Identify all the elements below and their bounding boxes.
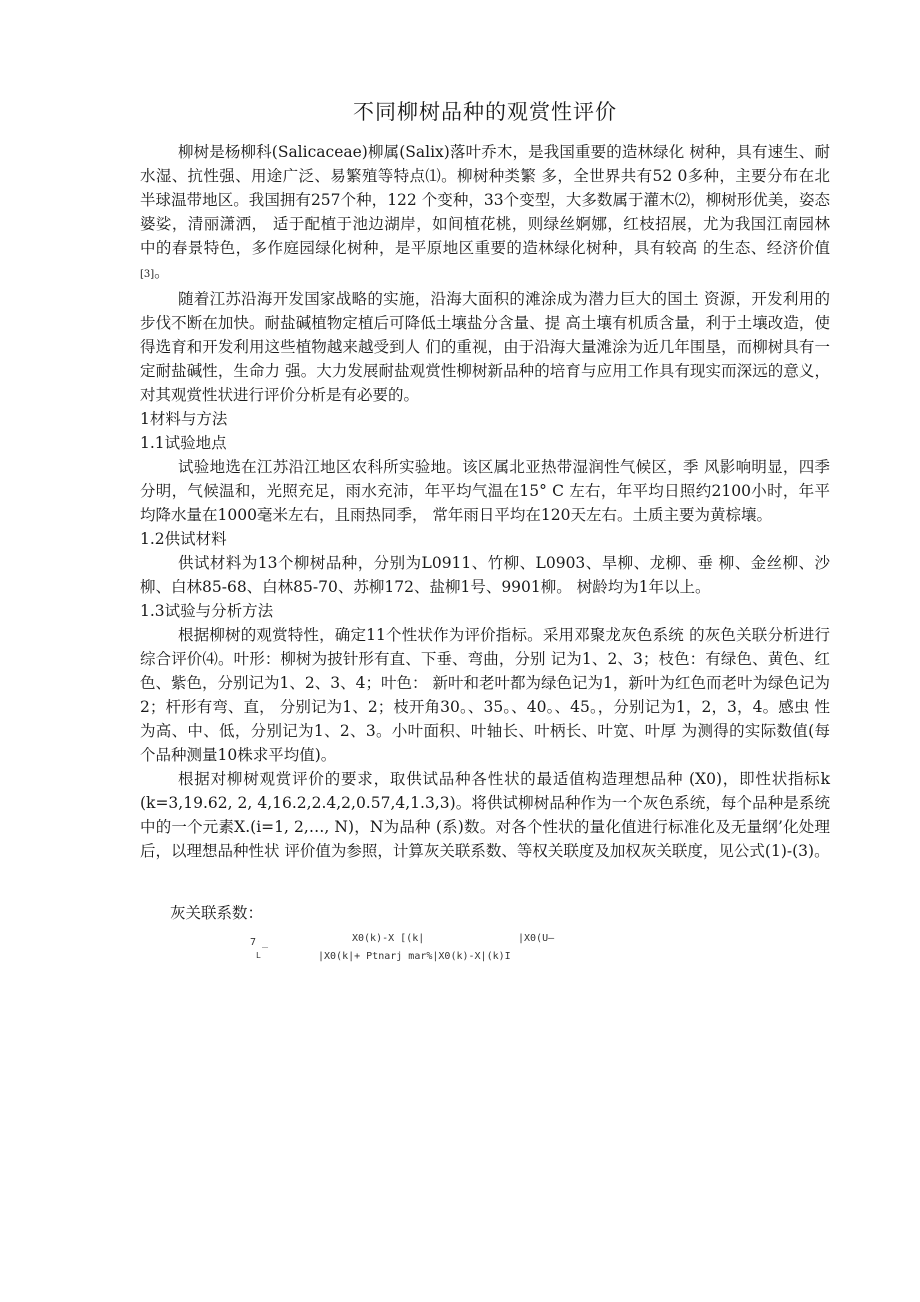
intro-paragraph-1-end: 。 [154, 263, 170, 281]
formula-denominator: |X0(k|+ Ptnarj mar%|X0(k)-X|(k)I [318, 951, 511, 962]
formula-left-bottom: L [256, 951, 261, 960]
citation-3: [3] [140, 269, 155, 280]
section-1-2-text: 供试材料为13个柳树品种，分别为L0911、竹柳、L0903、旱柳、龙柳、垂 柳、金丝柳、沙柳、白林85-68、白林85-70、苏柳172、盐柳1号、9901柳。 树龄均为1年以上。 [140, 554, 830, 596]
formula-left-top: 7 _ [250, 937, 269, 948]
page-title: 不同柳树品种的观赏性评价 [353, 100, 617, 124]
intro-paragraph-1-text: 柳树是杨柳科(Salicaceae)柳属(Salix)落叶乔木，是我国重要的造林绿化 树种，具有速生、耐水湿、抗性强、用途广泛、易繁殖等特点⑴。柳树种类繁 多，全世界共有52 0多种，主要分布在北半球温带地区。我国拥有257个种，122 个变种，33个变型，大多数属于灌木⑵，柳树形优美，姿态婆娑，清丽潇洒， 适于配植于池边湖岸，如间植花桃，则绿丝婀娜，红枝招展，尤为我国江南园林 中的春景特色，多作庭园绿化树种，是平原地区重要的造林绿化树种，具有较高 的生态、经济价值 [140, 143, 830, 257]
paper-page [140, 96, 830, 973]
formula-label: 灰关联系数： [170, 904, 264, 922]
intro-paragraph-2: 随着江苏沿海开发国家战略的实施，沿海大面积的滩涂成为潜力巨大的国土 资源，开发利用的步伐不断在加快。耐盐碱植物定植后可降低土壤盐分含量、提 高土壤有机质含量，利于土壤改造，使得选育和开发利用这些植物越来越受到人 们的重视，由于沿海大量滩涂为近几年围垦，而柳树具有一定耐盐碱性，生命力 强。大力发展耐盐观赏性柳树新品种的培育与应用工作具有现实而深远的意义， 对其观赏性状进行评价分析是有必要的。 [140, 290, 830, 404]
section-heading-1-1: 1.1试验地点 [140, 434, 227, 452]
section-heading-1-3: 1.3试验与分析方法 [140, 602, 274, 620]
grey-relation-formula [140, 933, 830, 973]
section-1-3-text-1: 根据柳树的观赏特性，确定11个性状作为评价指标。采用邓聚龙灰色系统 的灰色关联分析进行综合评价⑷。叶形：柳树为披针形有直、下垂、弯曲，分别 记为1、2、3；枝色：有绿色、黄色、红色、紫色，分别记为1、2、3、4；叶色： 新叶和老叶都为绿色记为1，新叶为红色而老叶为绿色记为2；杆形有弯、直， 分别记为1、2；枝开角30。、35。、40。、45。，分别记为1，2，3，4。感虫 性为高、中、低，分别记为1、2、3。小叶面积、叶轴长、叶柄长、叶宽、叶厚 为测得的实际数值(每个品种测量10株求平均值)。 [140, 626, 830, 764]
section-heading-1: 1材料与方法 [140, 410, 228, 428]
intro-paragraph-1 [140, 140, 830, 287]
section-heading-1-2: 1.2供试材料 [140, 530, 227, 548]
formula-numerator: X0(k)-X [(k| [352, 933, 425, 944]
section-1-1-text: 试验地选在江苏沿江地区农科所实验地。该区属北亚热带湿润性气候区，季 风影响明显，四季分明，气候温和，光照充足，雨水充沛，年平均气温在15° C 左右，年平均日照约2100小时，年平均降水量在1000毫米左右，且雨热同季， 常年雨日平均在120天左右。土质主要为黄棕壤。 [140, 458, 830, 524]
section-1-3-text-2: 根据对柳树观赏评价的要求，取供试品种各性状的最适值构造理想品种 (X0)，即性状指标k (k=3,19.62, 2, 4,16.2,2.4,2,0.57,4,1.3,3)。将供试柳树品种作为一个灰色系统，每个品种是系统中的一个元素X.(i=1, 2,…, N)，N为品种 (系)数。对各个性状的量化值进行标准化及无量纲’化处理后，以理想品种性状 评价值为参照，计算灰关联系数、等权关联度及加权灰关联度，见公式(1)-(3)。 [140, 770, 830, 860]
formula-numerator-right: |X0(U— [518, 933, 555, 944]
